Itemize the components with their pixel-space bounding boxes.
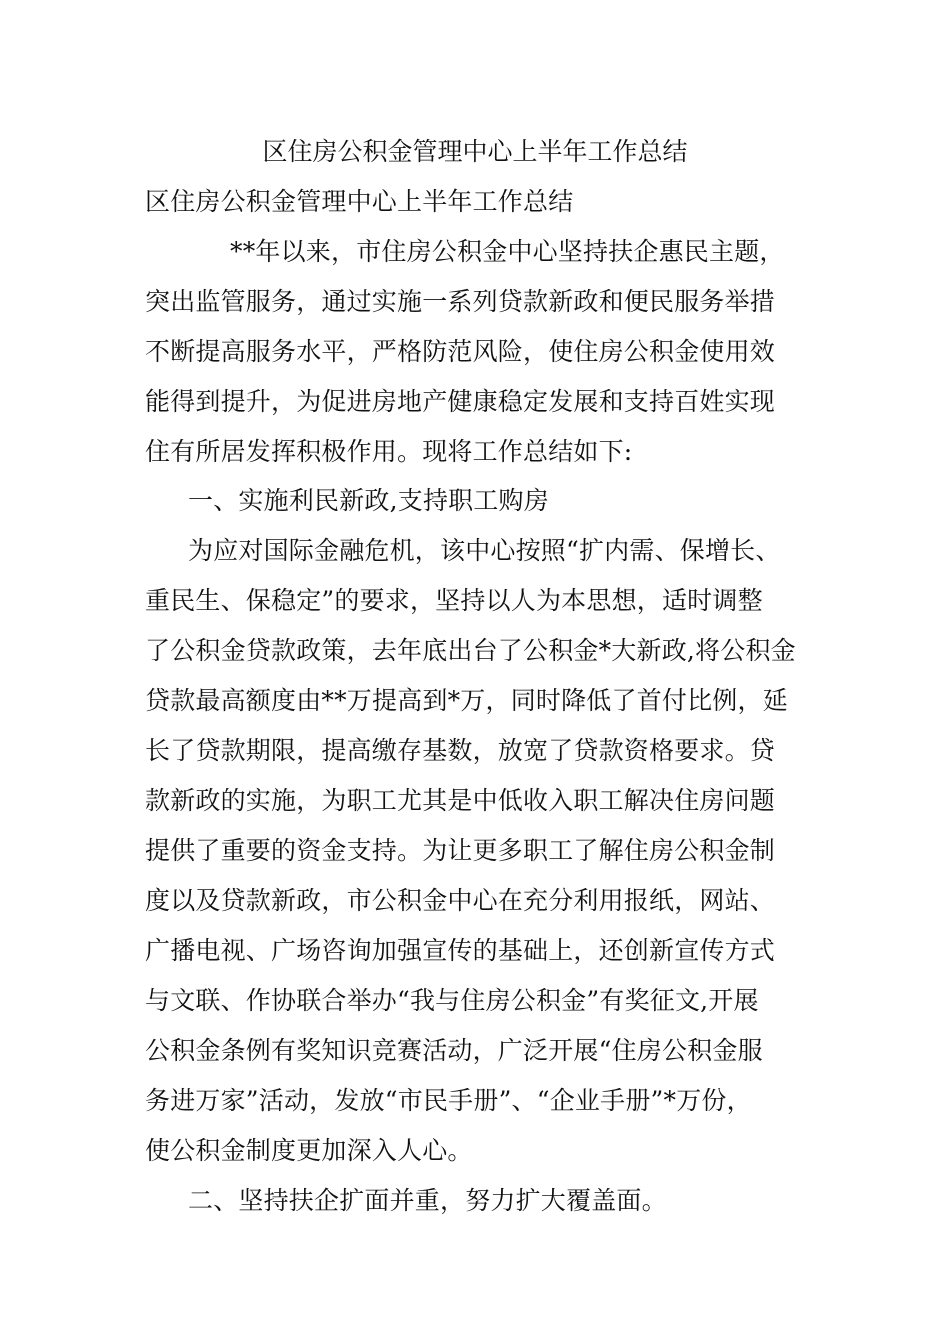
paragraph-line: 长了贷款期限，提高缴存基数，放宽了贷款资格要求。贷 — [145, 736, 776, 765]
section-heading-2: 二、坚持扶企扩面并重，努力扩大覆盖面。 — [188, 1186, 667, 1215]
paragraph-line: 款新政的实施，为职工尤其是中低收入职工解决住房问题 — [145, 786, 776, 815]
paragraph-line: 不断提高服务水平，严格防范风险，使住房公积金使用效 — [145, 337, 776, 366]
paragraph-line: 为应对国际金融危机，该中心按照“扩内需、保增长、 — [188, 536, 781, 565]
paragraph-line: **年以来，市住房公积金中心坚持扶企惠民主题， — [230, 237, 785, 266]
paragraph-line: 提供了重要的资金支持。为让更多职工了解住房公积金制 — [145, 836, 776, 865]
paragraph-line: 能得到提升，为促进房地产健康稳定发展和支持百姓实现 — [145, 387, 776, 416]
paragraph-line: 公积金条例有奖知识竞赛活动，广泛开展“住房公积金服 — [145, 1036, 763, 1065]
paragraph-line: 度以及贷款新政，市公积金中心在充分利用报纸，网站、 — [145, 886, 776, 915]
section-heading-1: 一、实施利民新政,支持职工购房 — [188, 486, 549, 515]
paragraph-line: 突出监管服务，通过实施一系列贷款新政和便民服务举措 — [145, 287, 776, 316]
paragraph-line: 与文联、作协联合举办“我与住房公积金”有奖征文,开展 — [145, 986, 759, 1015]
paragraph-line: 广播电视、广场咨询加强宣传的基础上，还创新宣传方式 — [145, 936, 776, 965]
document-title: 区住房公积金管理中心上半年工作总结 — [262, 137, 688, 166]
paragraph-line: 重民生、保稳定”的要求，坚持以人为本思想，适时调整 — [145, 586, 763, 615]
document-subtitle: 区住房公积金管理中心上半年工作总结 — [145, 187, 574, 216]
paragraph-line: 使公积金制度更加深入人心。 — [145, 1136, 473, 1165]
paragraph-line: 住有所居发挥积极作用。现将工作总结如下: — [145, 437, 633, 466]
paragraph-line: 了公积金贷款政策，去年底出台了公积金*大新政,将公积金 — [145, 636, 796, 665]
paragraph-line: 务进万家”活动，发放“市民手册”、“企业手册”*万份， — [145, 1086, 752, 1115]
paragraph-line: 贷款最高额度由**万提高到*万，同时降低了首付比例，延 — [145, 686, 788, 715]
